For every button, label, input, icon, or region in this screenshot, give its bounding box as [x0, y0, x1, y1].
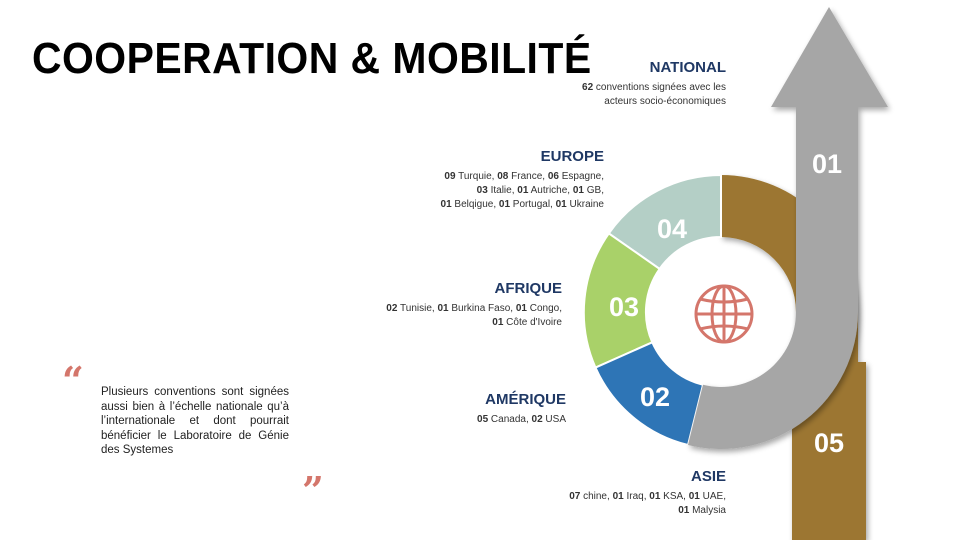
quote-open-mark: “	[62, 358, 84, 403]
count-value: 01	[498, 199, 511, 210]
segment-number-03: 03	[608, 292, 640, 322]
region-national-label: NATIONAL	[649, 59, 726, 76]
count-value: 01	[649, 491, 661, 502]
count-value: 08	[497, 171, 509, 182]
count-value: 01	[437, 303, 449, 314]
region-amerique-detail: 05 Canada, 02 USA	[477, 414, 566, 425]
count-value: 01	[555, 199, 567, 210]
count-value: 06	[547, 171, 559, 182]
count-value: 01	[678, 505, 690, 516]
count-value: 01	[440, 199, 452, 210]
globe-icon	[696, 286, 752, 342]
count-value: 62	[582, 82, 594, 93]
count-value: 01	[515, 303, 527, 314]
segment-number-01: 01	[811, 149, 843, 179]
count-value: 09	[444, 171, 456, 182]
count-value: 01	[492, 317, 504, 328]
region-asie	[486, 467, 726, 518]
region-national	[486, 58, 726, 109]
region-national-detail: 62 conventions signées avec les acteurs socio-économiques	[582, 82, 726, 107]
quote-close-mark: ”	[302, 468, 324, 513]
count-value: 03	[476, 185, 488, 196]
count-value: 01	[612, 491, 624, 502]
region-afrique-detail: 02 Tunisie, 01 Burkina Faso, 01 Congo, 01 Côte d'Ivoire	[386, 303, 562, 328]
segment-number-02: 02	[639, 382, 671, 412]
count-value: 01	[688, 491, 700, 502]
region-afrique	[322, 279, 562, 330]
region-afrique-label: AFRIQUE	[494, 280, 562, 297]
quote-text: Plusieurs conventions sont signées aussi bien à l’échelle nationale qu’à l’internationale et dont pourrait bénéficier le Laboratoire de Génie des Systemes	[101, 386, 289, 456]
region-europe	[364, 147, 604, 212]
count-value: 05	[477, 414, 489, 425]
region-amerique-label: AMÉRIQUE	[485, 391, 566, 408]
region-asie-label: ASIE	[690, 468, 726, 485]
region-asie-detail: 07 chine, 01 Iraq, 01 KSA, 01 UAE, 01 Malysia	[569, 491, 726, 516]
count-value: 07	[569, 491, 581, 502]
segment-number-05: 05	[813, 428, 845, 458]
count-value: 02	[386, 303, 398, 314]
count-value: 01	[572, 185, 584, 196]
count-value: 01	[517, 185, 529, 196]
count-value: 02	[531, 414, 543, 425]
page-title: COOPERATION & MOBILITÉ	[32, 34, 592, 83]
region-europe-label: EUROPE	[540, 148, 604, 165]
region-europe-detail: 09 Turquie, 08 France, 06 Espagne, 03 Italie, 01 Autriche, 01 GB, 01 Belqigue, 01 Portugal, 01 Ukraine	[440, 171, 604, 210]
region-amerique	[326, 390, 566, 427]
segment-number-04: 04	[656, 214, 688, 244]
